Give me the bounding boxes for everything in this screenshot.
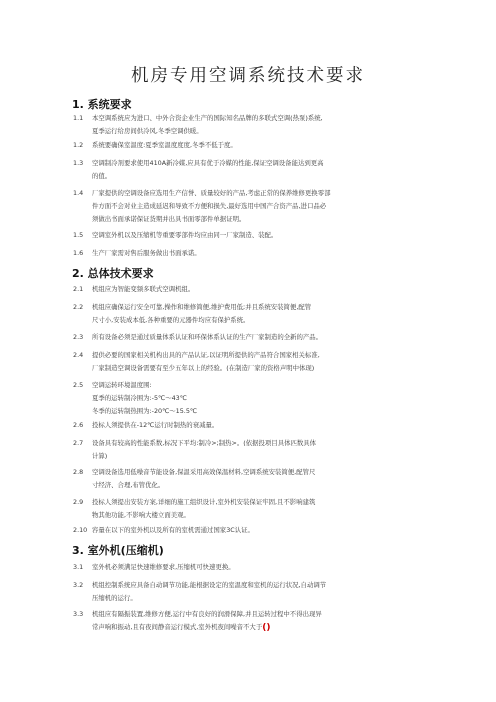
paragraph-line: 须做出书面承诺保证货期并出具书面零部件单据证明。	[92, 215, 246, 223]
paragraph-2-5	[73, 379, 425, 418]
paragraph-2-8	[73, 466, 425, 492]
paragraph-line: 夏季运行给房间供冷风,冬季空调供暖。	[92, 127, 203, 135]
paragraph-line: 机组应为智能变频多联式空调机组。	[92, 285, 195, 293]
paragraph-1-3	[73, 157, 425, 183]
paragraph-line: 冬季的运转制热围为:-20℃～15.5℃	[92, 407, 198, 415]
section-heading-2: 2. 总体技术要求	[72, 267, 154, 280]
paragraph-number: 2.8	[73, 468, 84, 476]
paragraph-number: 1.2	[73, 141, 84, 149]
paragraph-line: 机组应确保运行安全可靠,操作和维修简便,维护费用低;并且系统安装简便,配管	[92, 303, 312, 311]
paragraph-line: 压缩机的运行。	[92, 594, 137, 602]
paragraph-line: 空调室外机以及压缩机等重要零部件均应由同一厂家制造、装配。	[92, 231, 278, 239]
paragraph-line: 厂家提供的空调设备应选用生产信誉、质量较好的产品,考虑正常的保养维修更换零部	[92, 189, 331, 197]
paragraph-line: 空调制冷剂要求使用410A新冷媒,应具有优于冷媒的性能,保证空调设备能达到更高	[92, 159, 324, 167]
paragraph-2-7	[73, 437, 425, 463]
paragraph-number: 2.10	[73, 526, 88, 534]
paragraph-line: 机组控制系统应具备自动调节功能,能根据设定的室温度和室机的运行状况,自动调节	[92, 581, 327, 589]
paragraph-number: 1.3	[73, 159, 84, 167]
paragraph-line: 寸经济、合理,布管优化。	[92, 481, 165, 489]
paragraph-2-2	[73, 301, 425, 327]
paragraph-line: 尺寸小,安装成本低,各种重要的元器件均应有保护系统。	[92, 316, 250, 324]
paragraph-2-4	[73, 349, 425, 375]
paragraph-line: 投标人须提出安装方案,详细的施工组织设计,室外机安装保证牢固,且不影响建筑	[92, 498, 316, 506]
paragraph-line: 所有设备必须是通过质量体系认证和环保体系认证的生产厂家制造的全新的产品。	[92, 333, 323, 341]
paragraph-2-6	[73, 419, 425, 432]
section-heading-1: 1. 系统要求	[72, 98, 132, 111]
paragraph-number: 2.9	[73, 498, 84, 506]
paragraph-1-5	[73, 229, 425, 242]
section-heading-3: 3. 室外机(压缩机)	[72, 544, 164, 557]
paragraph-number: 2.5	[73, 381, 84, 389]
end-mark: ()	[262, 623, 271, 633]
paragraph-line-text: 常声响和振动,且有夜间静音运行模式,室外机夜间噪音不大于	[92, 623, 263, 631]
paragraph-line: 件方面不会对业主造成延迟和导致不方便和损失,最好选用中国产合资产品,进口品必	[92, 202, 327, 210]
paragraph-2-1	[73, 283, 425, 296]
paragraph-line: 本空调系统应为进口、中外合资企业生产的国际知名品牌的多联式空调(热泵)系统,	[92, 114, 323, 122]
page-title: 机房专用空调系统技术要求	[131, 66, 365, 86]
paragraph-2-3	[73, 331, 425, 344]
paragraph-line: 的值。	[92, 172, 112, 180]
paragraph-line: 空调运转环境温度围:	[92, 381, 152, 389]
paragraph-line: 物其他功能,不影响大楼立面美观。	[92, 511, 190, 519]
paragraph-line: 提供必要的国家相关机构出具的产品认证,以证明所提供的产品符合国家相关标准,	[92, 351, 320, 359]
paragraph-line: 计算)	[92, 452, 108, 460]
paragraph-number: 2.7	[73, 439, 84, 447]
paragraph-1-6	[73, 247, 425, 260]
paragraph-number: 3.2	[73, 581, 84, 589]
paragraph-number: 1.6	[73, 249, 84, 257]
paragraph-1-4	[73, 187, 425, 226]
paragraph-line: 系统要确保室温度:夏季室温度度度,冬季不低于度。	[92, 141, 237, 149]
paragraph-1-1	[73, 112, 425, 138]
paragraph-line: 设备具有较高的性能系数,标况下平均:制冷>;制热>。(依据投项目具体匹数具体	[92, 439, 317, 447]
paragraph-line: 夏季的运转制冷围为:-5℃～43℃	[92, 394, 187, 402]
paragraph-number: 1.4	[73, 189, 84, 197]
paragraph-line: 生产厂家需对售后服务做出书面承诺。	[92, 249, 201, 257]
paragraph-number: 3.3	[73, 610, 84, 618]
paragraph-number: 2.6	[73, 421, 84, 429]
paragraph-line: 容量在以下的室外机以及所有的室机需通过国家3C认证。	[92, 526, 254, 534]
paragraph-number: 2.3	[73, 333, 84, 341]
paragraph-1-2	[73, 139, 425, 152]
paragraph-number: 3.1	[73, 563, 84, 571]
paragraph-line: 室外机必须满足快速维修要求,压缩机可快速更换。	[92, 563, 235, 571]
paragraph-number: 1.5	[73, 231, 84, 239]
paragraph-number: 2.2	[73, 303, 84, 311]
paragraph-number: 2.4	[73, 351, 84, 359]
paragraph-line	[92, 621, 425, 635]
paragraph-line: 厂家制造空调设备需要有至少五年以上的经验。(在制造厂家的资格声明中体现)	[92, 364, 315, 372]
paragraph-line: 机组应有隔振装置,维修方便,运行中有良好的润滑保障,并且运转过程中不得出现异	[92, 610, 322, 618]
paragraph-number: 2.1	[73, 285, 84, 293]
paragraph-line: 空调设备选用低噪音节能设备,保温采用高效保温材料,空调系统安装简便,配管尺	[92, 468, 316, 476]
paragraph-3-3	[73, 608, 425, 635]
paragraph-line: 投标人须提供在-12℃运行时制热的衰减量。	[92, 421, 219, 429]
paragraph-2-10	[73, 524, 425, 537]
paragraph-2-9	[73, 496, 425, 522]
paragraph-3-2	[73, 579, 425, 605]
paragraph-3-1	[73, 561, 425, 574]
paragraph-number: 1.1	[73, 114, 84, 122]
